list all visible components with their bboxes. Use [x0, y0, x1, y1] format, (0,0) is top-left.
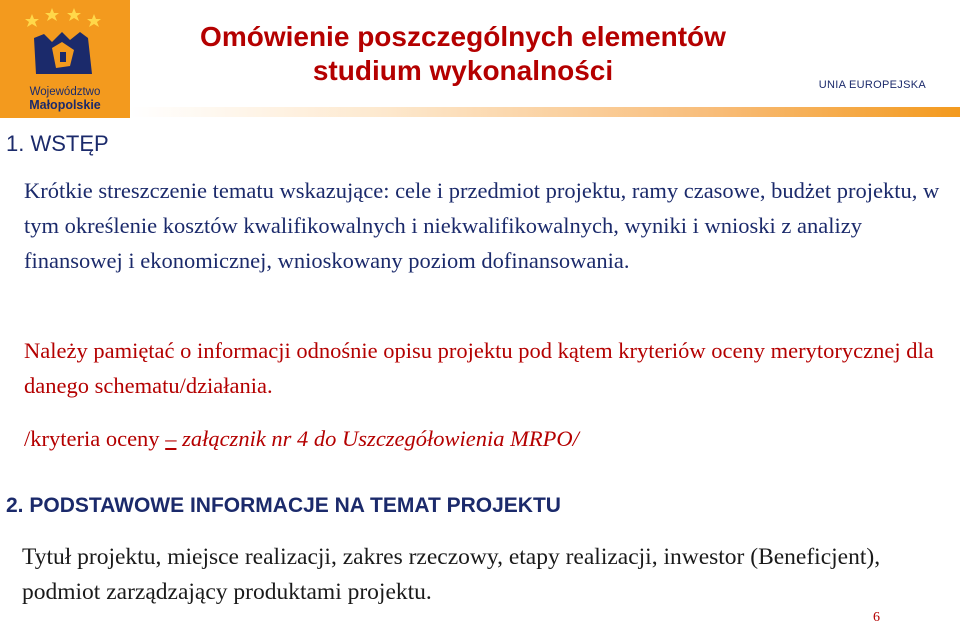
criteria-reference	[24, 421, 949, 456]
logo-label-region: Województwo	[29, 86, 101, 98]
logo-label-name: Małopolskie	[29, 98, 101, 112]
criteria-attachment-text: załącznik nr 4 do Uszczegółowienia MRPO/	[176, 426, 579, 451]
criteria-prefix: /kryteria oceny	[24, 426, 166, 451]
section-heading-intro: 1. WSTĘP	[6, 131, 109, 156]
section-heading-basic-info: 2. PODSTAWOWE INFORMACJE NA TEMAT PROJEKTU	[6, 494, 561, 517]
criteria-dash: –	[165, 426, 177, 451]
eu-label: UNIA EUROPEJSKA	[818, 79, 926, 91]
page-title	[148, 20, 778, 88]
malopolska-logo	[0, 0, 130, 118]
basic-info-text: Tytuł projektu, miejsce realizacji, zakres rzeczowy, etapy realizacji, inwestor (Beneficjent), podmiot zarządzający produktami projektu.	[22, 544, 881, 605]
intro-summary-text: Krótkie streszczenie tematu wskazujące: cele i przedmiot projektu, ramy czasowe, budżet projektu, w tym określenie kosztów kwalifikowalnych i niekwalifikowalnych, wyniki i wnioski z analizy finansowej i ekonomicznej, wnioskowany poziom dofinansowania.	[24, 178, 940, 273]
page-title-line1: Omówienie poszczególnych elementów	[200, 21, 726, 52]
page-title-line2: studium wykonalności	[312, 55, 614, 86]
header-divider	[130, 107, 960, 117]
page-number: 6	[873, 610, 880, 625]
malopolska-emblem-icon	[22, 8, 108, 86]
intro-note-text: Należy pamiętać o informacji odnośnie opisu projektu pod kątem kryteriów oceny merytorycznej dla danego schematu/działania.	[24, 338, 934, 398]
